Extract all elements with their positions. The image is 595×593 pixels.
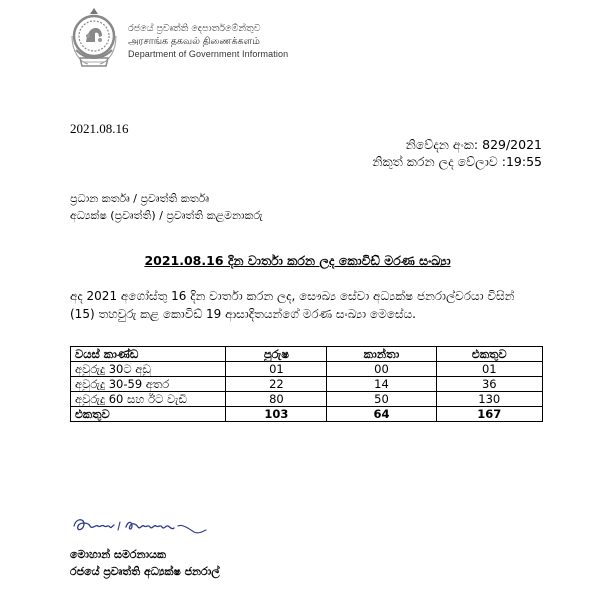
female-total-cell: 64 — [327, 407, 436, 422]
table-total-row — [71, 407, 543, 422]
department-name-sinhala: රජයේ ප්‍රවෘත්ති දෙපාර්තමේන්තුව — [128, 23, 261, 34]
body-paragraph: අද 2021 අගෝස්තු 16 දින වාර්තා කරන ලද, සෞඛ්‍ය සේවා අධ්‍යක්ෂ ජනරාල්වරයා විසින් (15) තහවුරු කළ කොවිඩ් 19 ආසාදිතයන්ගේ මරණ සංඛ්‍යා මෙසේය. — [70, 289, 515, 321]
grand-total-cell: 167 — [436, 407, 542, 422]
department-name-tamil: அரசாங்க தகவல் திணைக்களம் — [128, 36, 260, 47]
page-title — [0, 253, 595, 269]
total-cell: 130 — [436, 392, 542, 407]
age-group-cell: අවුරුදු 30-59 අතර — [71, 377, 226, 392]
male-total-cell: 103 — [226, 407, 327, 422]
release-time: නිකුත් කරන ලද වේලාව :19:55 — [372, 154, 542, 169]
death-statistics-table — [70, 346, 543, 422]
total-cell: 36 — [436, 377, 542, 392]
signature-icon — [70, 512, 210, 540]
table-row — [71, 362, 543, 377]
government-emblem-icon — [66, 6, 122, 72]
age-group-cell: අවුරුදු 60 සහ ඊට වැඩි — [71, 392, 226, 407]
signatory-name: මොහාන් සමරනායක — [70, 548, 166, 561]
signatory-title: රජයේ ප්‍රවෘත්ති අධ්‍යක්ෂ ජනරාල් — [70, 565, 220, 578]
table-header-row — [71, 347, 543, 362]
female-cell: 00 — [327, 362, 436, 377]
page-title-text: 2021.08.16 දින වාර්තා කරන ලද කොවිඩ් මරණ සංඛ්‍යා — [144, 253, 451, 268]
total-cell: 01 — [436, 362, 542, 377]
female-cell: 50 — [327, 392, 436, 407]
department-name-english: Department of Government Information — [128, 49, 289, 59]
signatory — [70, 546, 220, 580]
header-female: කාන්තා — [327, 347, 436, 362]
header-total: එකතුව — [436, 347, 542, 362]
department-names — [128, 22, 288, 61]
table-row — [71, 377, 543, 392]
male-cell: 01 — [226, 362, 327, 377]
recipient-line-2: අධ්‍යක්ෂ (ප්‍රවෘත්ති) / ප්‍රවෘත්ති කළමනාකරු — [70, 209, 263, 222]
male-cell: 80 — [226, 392, 327, 407]
release-number: නිවේදන අංක: 829/2021 — [405, 137, 542, 152]
male-cell: 22 — [226, 377, 327, 392]
release-date: 2021.08.16 — [70, 121, 129, 136]
recipients — [70, 190, 263, 224]
header-male: පුරුෂ — [226, 347, 327, 362]
release-reference — [372, 136, 542, 170]
female-cell: 14 — [327, 377, 436, 392]
total-label-cell: එකතුව — [71, 407, 226, 422]
table-row — [71, 392, 543, 407]
recipient-line-1: ප්‍රධාන කර්තෘ / ප්‍රවෘත්ති කර්තෘ — [70, 192, 209, 205]
age-group-cell: අවුරුදු 30ට අඩු — [71, 362, 226, 377]
header-age-group: වයස් කාණ්ඩ — [71, 347, 226, 362]
